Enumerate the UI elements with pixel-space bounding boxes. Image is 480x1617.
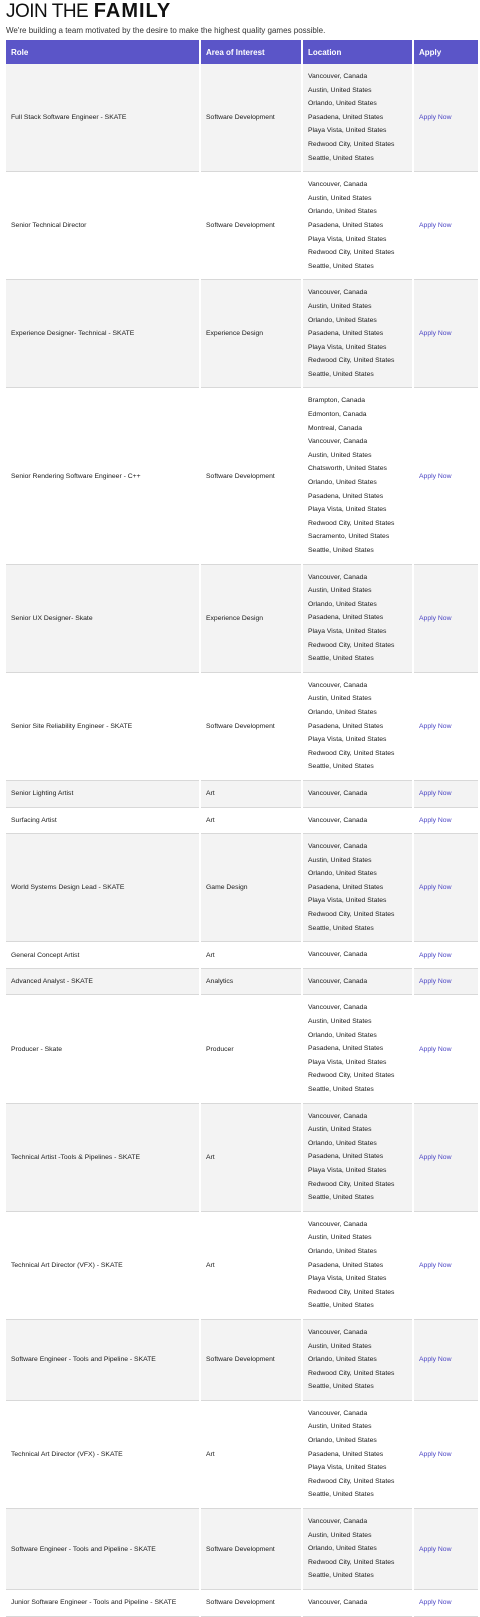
apply-cell [414, 673, 478, 781]
location-item: Seattle, United States [308, 1302, 374, 1310]
location-item: Orlando, United States [308, 479, 377, 487]
job-area: Experience Design [201, 565, 301, 673]
job-role: Senior UX Designer- Skate [6, 565, 199, 673]
job-area: Software Development [201, 388, 301, 564]
job-role: Software Engineer - Tools and Pipeline - SKATE [6, 1320, 199, 1401]
location-item: Austin, United States [308, 1531, 372, 1539]
location-item: Orlando, United States [308, 1139, 377, 1147]
job-area: Art [201, 781, 301, 808]
location-item: Vancouver, Canada [308, 843, 368, 851]
job-row [6, 280, 478, 388]
apply-cell [414, 64, 478, 172]
title-bold: FAMILY [93, 0, 172, 22]
job-role: Surfacing Artist [6, 808, 199, 835]
location-item: Orlando, United States [308, 708, 377, 716]
location-item: Redwood City, United States [308, 911, 395, 919]
location-item: Pasadena, United States [308, 1261, 384, 1269]
location-item: Orlando, United States [308, 1031, 377, 1039]
location-item: Orlando, United States [308, 870, 377, 878]
location-item: Pasadena, United States [308, 883, 384, 891]
apply-cell [414, 781, 478, 808]
job-role: Full Stack Software Engineer - SKATE [6, 64, 199, 172]
job-row [6, 1104, 478, 1212]
location-item: Vancouver, Canada [308, 181, 368, 189]
title-thin: JOIN THE [6, 1, 89, 22]
job-area: Software Development [201, 1509, 301, 1590]
location-item: Orlando, United States [308, 316, 377, 324]
location-item: Pasadena, United States [308, 1153, 384, 1161]
location-item: Redwood City, United States [308, 519, 395, 527]
location-item: Redwood City, United States [308, 249, 395, 257]
apply-now-link[interactable]: Apply Now [419, 1356, 452, 1364]
location-item: Seattle, United States [308, 547, 374, 554]
location-item: Playa Vista, United States [308, 1058, 387, 1066]
location-item: Pasadena, United States [308, 614, 384, 622]
apply-cell [414, 942, 478, 969]
apply-cell [414, 808, 478, 835]
job-area: Software Development [201, 1590, 301, 1617]
job-row [6, 995, 478, 1103]
location-item: Vancouver, Canada [308, 73, 368, 80]
location-item: Orlando, United States [308, 600, 377, 608]
apply-cell [414, 995, 478, 1103]
column-header-area: Area of Interest [201, 40, 301, 64]
job-role: Senior Technical Director [6, 172, 199, 280]
job-role: Experience Designer- Technical - SKATE [6, 280, 199, 388]
location-item: Playa Vista, United States [308, 1166, 387, 1174]
page-subtitle: We're building a team motivated by the desire to make the highest quality games possible. [6, 26, 326, 35]
apply-now-link[interactable]: Apply Now [419, 816, 452, 824]
job-area: Art [201, 808, 301, 835]
job-locations [303, 1590, 412, 1617]
job-locations [303, 565, 412, 673]
location-item: Redwood City, United States [308, 357, 395, 365]
apply-now-link[interactable]: Apply Now [419, 884, 452, 892]
jobs-table-body [6, 64, 478, 1617]
location-item: Redwood City, United States [308, 749, 395, 757]
job-row [6, 388, 478, 564]
job-row [6, 673, 478, 781]
location-item: Pasadena, United States [308, 492, 384, 500]
location-item: Austin, United States [308, 587, 372, 595]
location-item: Seattle, United States [308, 1086, 374, 1093]
header-row [6, 40, 478, 64]
location-item: Orlando, United States [308, 208, 377, 216]
job-area: Software Development [201, 64, 301, 172]
job-row [6, 1212, 478, 1320]
column-header-apply: Apply [414, 40, 478, 64]
job-row [6, 1401, 478, 1509]
job-locations [303, 834, 412, 942]
location-item: Vancouver, Canada [308, 573, 368, 581]
location-item: Seattle, United States [308, 1491, 374, 1499]
location-item: Playa Vista, United States [308, 627, 387, 635]
job-role: Advanced Analyst - SKATE [6, 969, 199, 996]
location-item: Playa Vista, United States [308, 1275, 387, 1283]
location-item: Austin, United States [308, 86, 372, 94]
apply-cell [414, 172, 478, 280]
job-row [6, 969, 478, 996]
location-item: Redwood City, United States [308, 140, 395, 148]
job-area: Art [201, 1212, 301, 1320]
apply-now-link[interactable]: Apply Now [419, 1261, 452, 1269]
location-item: Playa Vista, United States [308, 235, 387, 243]
apply-now-link[interactable]: Apply Now [419, 790, 452, 798]
apply-now-link[interactable]: Apply Now [419, 614, 452, 622]
apply-cell [414, 1401, 478, 1509]
job-row [6, 172, 478, 280]
location-item: Pasadena, United States [308, 221, 384, 229]
location-item: Orlando, United States [308, 1437, 377, 1445]
location-item: Edmonton, Canada [308, 411, 367, 419]
job-area: Art [201, 1104, 301, 1212]
location-item: Seattle, United States [308, 1194, 374, 1202]
location-item: Vancouver, Canada [308, 977, 368, 985]
location-item: Vancouver, Canada [308, 1328, 368, 1336]
location-item: Vancouver, Canada [308, 1409, 368, 1417]
job-locations [303, 942, 412, 969]
location-item: Redwood City, United States [308, 1477, 395, 1485]
location-item: Austin, United States [308, 856, 372, 864]
location-item: Redwood City, United States [308, 1288, 395, 1296]
location-item: Redwood City, United States [308, 1558, 395, 1566]
job-area: Game Design [201, 834, 301, 942]
location-item: Austin, United States [308, 1018, 372, 1026]
job-role: Technical Art Director (VFX) - SKATE [6, 1401, 199, 1509]
apply-now-link[interactable]: Apply Now [419, 114, 452, 122]
apply-now-link[interactable]: Apply Now [419, 330, 452, 338]
apply-now-link[interactable]: Apply Now [419, 951, 452, 959]
location-item: Austin, United States [308, 1234, 372, 1242]
location-item: Vancouver, Canada [308, 951, 368, 959]
job-locations [303, 172, 412, 280]
location-item: Vancouver, Canada [308, 681, 368, 689]
apply-cell [414, 1212, 478, 1320]
job-locations [303, 995, 412, 1103]
location-item: Playa Vista, United States [308, 1464, 387, 1472]
location-item: Austin, United States [308, 302, 372, 310]
location-item: Montreal, Canada [308, 424, 363, 432]
apply-cell [414, 1104, 478, 1212]
job-area: Software Development [201, 1320, 301, 1401]
location-item: Vancouver, Canada [308, 816, 368, 824]
location-item: Orlando, United States [308, 1247, 377, 1255]
apply-now-link[interactable]: Apply Now [419, 1045, 452, 1053]
apply-now-link[interactable]: Apply Now [419, 472, 452, 480]
job-area: Analytics [201, 969, 301, 996]
location-item: Austin, United States [308, 194, 372, 202]
location-item: Orlando, United States [308, 100, 377, 108]
job-locations [303, 808, 412, 835]
location-item: Vancouver, Canada [308, 1599, 368, 1606]
location-item: Vancouver, Canada [308, 438, 368, 446]
job-locations [303, 280, 412, 388]
job-area: Art [201, 1401, 301, 1509]
location-item: Seattle, United States [308, 763, 374, 771]
location-item: Playa Vista, United States [308, 736, 387, 744]
job-role: Technical Artist -Tools & Pipelines - SKATE [6, 1104, 199, 1212]
location-item: Vancouver, Canada [308, 1220, 368, 1228]
location-item: Vancouver, Canada [308, 1004, 368, 1012]
job-role: Software Engineer - Tools and Pipeline - SKATE [6, 1509, 199, 1590]
location-item: Orlando, United States [308, 1356, 377, 1364]
apply-now-link[interactable]: Apply Now [419, 222, 452, 230]
apply-now-link[interactable]: Apply Now [419, 1545, 452, 1553]
job-row [6, 64, 478, 172]
location-item: Austin, United States [308, 1342, 372, 1350]
apply-now-link[interactable]: Apply Now [419, 1153, 452, 1161]
location-item: Playa Vista, United States [308, 343, 387, 351]
jobs-table [4, 40, 480, 1617]
location-item: Vancouver, Canada [308, 289, 368, 297]
job-locations [303, 388, 412, 564]
location-item: Pasadena, United States [308, 1045, 384, 1053]
job-role: General Concept Artist [6, 942, 199, 969]
location-item: Vancouver, Canada [308, 1112, 368, 1120]
job-role: Junior Software Engineer - Tools and Pipeline - SKATE [6, 1590, 199, 1617]
location-item: Seattle, United States [308, 154, 374, 162]
location-item: Austin, United States [308, 1126, 372, 1134]
job-locations [303, 781, 412, 808]
location-item: Vancouver, Canada [308, 789, 368, 797]
column-header-role: Role [6, 40, 199, 64]
job-row [6, 565, 478, 673]
page-title [6, 2, 474, 20]
job-role: World Systems Design Lead - SKATE [6, 834, 199, 942]
location-item: Austin, United States [308, 695, 372, 703]
apply-cell [414, 1320, 478, 1401]
job-area: Producer [201, 995, 301, 1103]
job-locations [303, 1320, 412, 1401]
apply-now-link[interactable]: Apply Now [419, 1450, 452, 1458]
apply-now-link[interactable]: Apply Now [419, 1599, 452, 1607]
location-item: Brampton, Canada [308, 397, 366, 405]
job-area: Art [201, 942, 301, 969]
column-header-location: Location [303, 40, 412, 64]
job-row [6, 834, 478, 942]
job-role: Senior Site Reliability Engineer - SKATE [6, 673, 199, 781]
job-locations [303, 673, 412, 781]
location-item: Redwood City, United States [308, 1072, 395, 1080]
location-item: Pasadena, United States [308, 330, 384, 338]
job-locations [303, 1401, 412, 1509]
apply-cell [414, 969, 478, 996]
location-item: Redwood City, United States [308, 641, 395, 649]
job-row [6, 1509, 478, 1590]
job-row [6, 808, 478, 835]
job-area: Software Development [201, 172, 301, 280]
location-item: Austin, United States [308, 451, 372, 459]
job-locations [303, 969, 412, 996]
location-item: Playa Vista, United States [308, 127, 387, 135]
apply-cell [414, 280, 478, 388]
location-item: Pasadena, United States [308, 113, 384, 121]
job-role: Senior Lighting Artist [6, 781, 199, 808]
apply-cell [414, 565, 478, 673]
jobs-table-header [6, 40, 478, 64]
location-item: Seattle, United States [308, 924, 374, 932]
job-role: Senior Rendering Software Engineer - C++ [6, 388, 199, 564]
apply-cell [414, 834, 478, 942]
job-locations [303, 1104, 412, 1212]
location-item: Vancouver, Canada [308, 1518, 368, 1526]
job-row [6, 942, 478, 969]
location-item: Orlando, United States [308, 1545, 377, 1553]
location-item: Seattle, United States [308, 262, 374, 270]
job-role: Technical Art Director (VFX) - SKATE [6, 1212, 199, 1320]
job-role: Producer - Skate [6, 995, 199, 1103]
location-item: Pasadena, United States [308, 1450, 384, 1458]
job-area: Experience Design [201, 280, 301, 388]
location-item: Playa Vista, United States [308, 897, 387, 905]
job-locations [303, 64, 412, 172]
apply-cell [414, 388, 478, 564]
job-locations [303, 1212, 412, 1320]
job-row [6, 1320, 478, 1401]
apply-cell [414, 1590, 478, 1617]
job-row [6, 781, 478, 808]
location-item: Austin, United States [308, 1423, 372, 1431]
location-item: Sacramento, United States [308, 533, 390, 541]
location-item: Redwood City, United States [308, 1180, 395, 1188]
location-item: Seattle, United States [308, 655, 374, 663]
apply-now-link[interactable]: Apply Now [419, 722, 452, 730]
location-item: Redwood City, United States [308, 1369, 395, 1377]
job-locations [303, 1509, 412, 1590]
hero [0, 0, 480, 40]
location-item: Playa Vista, United States [308, 506, 387, 514]
job-area: Software Development [201, 673, 301, 781]
job-row [6, 1590, 478, 1617]
location-item: Seattle, United States [308, 1572, 374, 1580]
location-item: Chatsworth, United States [308, 465, 387, 473]
apply-cell [414, 1509, 478, 1590]
location-item: Pasadena, United States [308, 722, 384, 730]
location-item: Seattle, United States [308, 1383, 374, 1391]
location-item: Seattle, United States [308, 370, 374, 378]
apply-now-link[interactable]: Apply Now [419, 978, 452, 986]
